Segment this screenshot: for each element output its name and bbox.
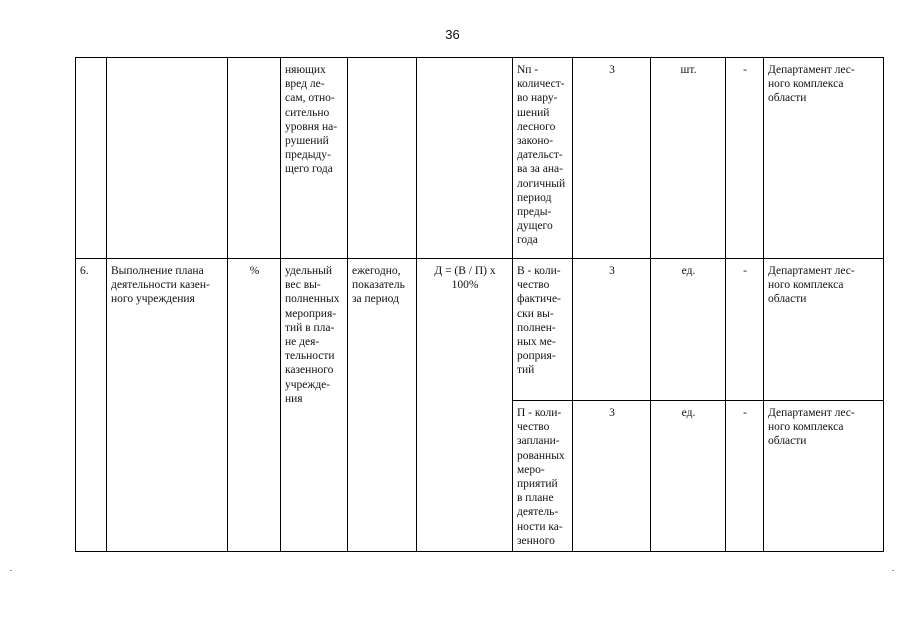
cell-component: Nп - количест- во нару- шений лесного законо- дательст- ва за ана- логичный период преды- дущего года xyxy=(513,58,573,259)
cell-code: 3 xyxy=(573,401,651,552)
scan-artifact xyxy=(892,570,894,571)
cell-dash: - xyxy=(726,58,764,259)
cell-definition: удельный вес вы- полненных мероприя- тий в пла- не дея- тельности казенного учрежде- ния xyxy=(281,259,348,552)
table-row xyxy=(76,58,884,259)
cell-component: П - коли- чество заплани- рованных меро- приятий в плане деятель- ности ка- зенного xyxy=(513,401,573,552)
cell-dash: - xyxy=(726,259,764,401)
cell-measure: шт. xyxy=(651,58,726,259)
indicator-table xyxy=(75,57,884,552)
cell-source: Департамент лес- ного комплекса области xyxy=(764,58,884,259)
cell-measure: ед. xyxy=(651,259,726,401)
cell-number: 6. xyxy=(76,259,107,552)
page-number: 36 xyxy=(445,27,460,42)
cell-source: Департамент лес- ного комплекса области xyxy=(764,401,884,552)
cell-definition: няющих вред ле- сам, отно- сительно уровня на- рушений предыду- щего года xyxy=(281,58,348,259)
cell-number xyxy=(76,58,107,259)
cell-unit xyxy=(228,58,281,259)
cell-unit: % xyxy=(228,259,281,552)
cell-component: В - коли- чество фактиче- ски вы- полнен- ных ме- роприя- тий xyxy=(513,259,573,401)
cell-indicator-name xyxy=(107,58,228,259)
cell-measure: ед. xyxy=(651,401,726,552)
cell-source: Департамент лес- ного комплекса области xyxy=(764,259,884,401)
table-row xyxy=(76,259,884,401)
cell-periodicity: ежегодно, показатель за период xyxy=(348,259,417,552)
cell-dash: - xyxy=(726,401,764,552)
cell-formula: Д = (В / П) х 100% xyxy=(417,259,513,552)
cell-code: 3 xyxy=(573,58,651,259)
cell-formula xyxy=(417,58,513,259)
cell-periodicity xyxy=(348,58,417,259)
cell-indicator-name: Выполнение плана деятельности казен- ного учреждения xyxy=(107,259,228,552)
cell-code: 3 xyxy=(573,259,651,401)
scan-artifact xyxy=(10,570,12,571)
